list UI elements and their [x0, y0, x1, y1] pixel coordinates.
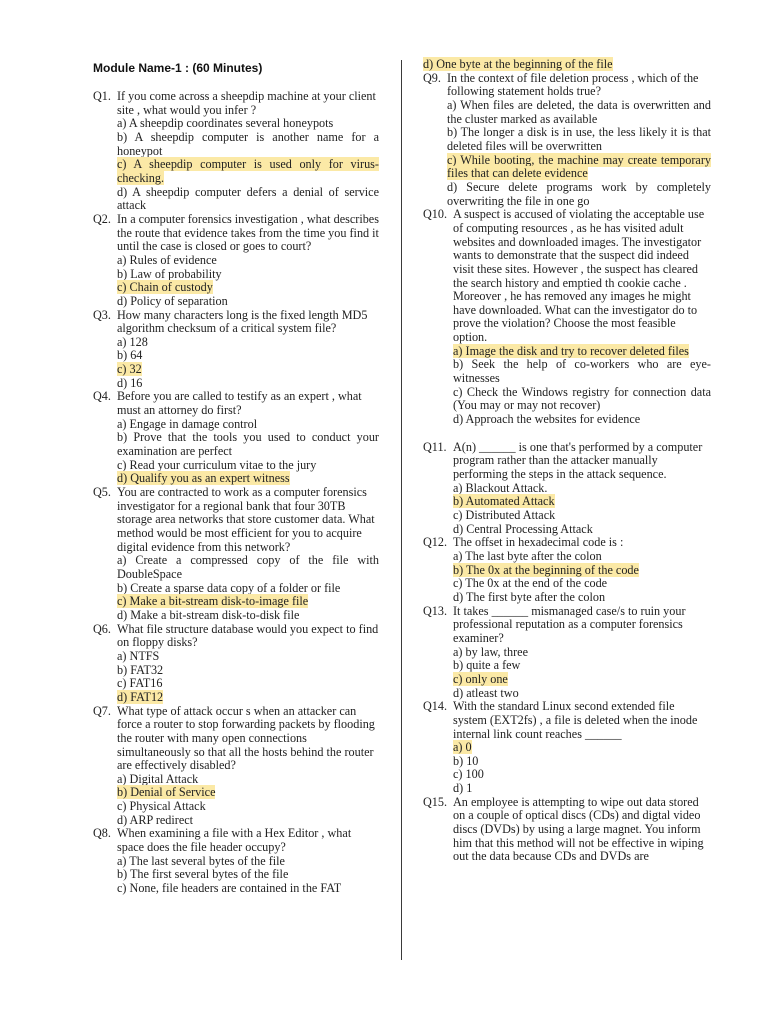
- right-column: [423, 58, 711, 864]
- question-q6: [93, 623, 379, 705]
- highlighted-answer: b) Automated Attack: [453, 494, 555, 509]
- question-text: When examining a file with a Hex Editor , what space does the file header occupy?: [117, 826, 352, 855]
- question-number: Q12.: [423, 535, 448, 550]
- question-text: A suspect is accused of violating the acceptable use of computing resources , as he has visited adult websites and downloaded images. The investigator wants to demonstrate that the suspect did indeed visit these sites. However , the suspect has cleared the search history and emptied th cookie cache . Moreover , he has removed any images he might have downloaded. What can the investigator do to prove the violation? Choose the most feasible option.: [453, 207, 705, 345]
- answer-option: [453, 782, 711, 796]
- option-text: d) atleast two: [453, 685, 519, 700]
- option-text: b) FAT32: [117, 662, 164, 677]
- option-text: a) Engage in damage control: [117, 416, 258, 431]
- option-text: c) Distributed Attack: [453, 508, 556, 522]
- question-q12: [423, 536, 711, 604]
- highlighted-answer: c) While booting, the machine may create temporary files that can delete evidence: [447, 152, 711, 181]
- answer-option: [117, 609, 379, 623]
- option-text: b) A sheepdip computer is another name for a honeypot: [117, 129, 379, 158]
- question-text: What type of attack occur s when an attacker can force a router to stop forwarding packets by flooding the router with many open connections simultaneously so that all the hosts behind the router are effectively disabled?: [117, 703, 375, 773]
- answer-option: [453, 345, 711, 359]
- question-q14: [423, 700, 711, 796]
- option-text: b) The longer a disk is in use, the less likely it is that deleted files will be overwritten: [447, 125, 711, 153]
- answer-option: [453, 564, 711, 578]
- question-q8: [93, 827, 379, 895]
- question-number: Q11.: [423, 439, 447, 454]
- question-q5: [93, 486, 379, 623]
- answer-option: [453, 523, 711, 537]
- answer-option: [453, 687, 711, 701]
- question-number: Q7.: [93, 703, 111, 718]
- option-text: d) Approach the websites for evidence: [453, 412, 641, 427]
- question-text: An employee is attempting to wipe out data stored on a couple of optical discs (CDs) and digtal video discs (DVDs) by using a large magnet. You inform him that this method will not be effective in wiping out the data because CDs and DVDs are: [453, 794, 704, 864]
- option-text: a) Blackout Attack.: [453, 480, 548, 495]
- option-text: b) quite a few: [453, 658, 521, 673]
- question-q9: [423, 72, 711, 209]
- left-question-list: [93, 90, 379, 896]
- answer-option: [453, 386, 711, 413]
- option-text: a) A sheepdip coordinates several honeypots: [117, 116, 334, 131]
- highlighted-answer: d) Qualify you as an expert witness: [117, 471, 290, 486]
- option-text: b) 10: [453, 753, 479, 768]
- option-text: c) 100: [453, 767, 484, 782]
- question-text: A(n) ______ is one that's performed by a computer program rather than the attacker manually performing the steps in the attack sequence.: [453, 439, 703, 482]
- question-text: In a computer forensics investigation , what describes the route that evidence takes from the time you find it until the case is closed or goes to court?: [117, 211, 379, 254]
- question-number: Q15.: [423, 794, 448, 809]
- answer-option: [453, 741, 711, 755]
- question-q1: [93, 90, 379, 213]
- option-text: a) 128: [117, 334, 148, 349]
- answer-option: [117, 814, 379, 828]
- answer-option: [117, 786, 379, 800]
- answer-option: [117, 117, 379, 131]
- option-text: a) NTFS: [117, 648, 160, 663]
- answer-option: [117, 186, 379, 213]
- question-q15: [423, 796, 711, 864]
- question-text: How many characters long is the fixed length MD5 algorithm checksum of a critical system file?: [117, 307, 368, 336]
- right-question-list: [423, 72, 711, 864]
- question-text: With the standard Linux second extended file system (EXT2fs) , a file is deleted when the inode internal link count reaches ______: [453, 699, 698, 741]
- column-divider: [401, 60, 402, 960]
- answer-option: [117, 295, 379, 309]
- answer-option: [117, 281, 379, 295]
- option-text: a) Digital Attack: [117, 771, 199, 786]
- answer-option: [453, 550, 711, 564]
- carryover-option: [423, 58, 711, 72]
- option-text: d) Policy of separation: [117, 293, 228, 308]
- answer-option: [117, 554, 379, 581]
- answer-option: [453, 755, 711, 769]
- answer-option: [453, 659, 711, 673]
- question-q10: [423, 208, 711, 427]
- option-text: a) Rules of evidence: [117, 252, 217, 267]
- option-text: c) The 0x at the end of the code: [453, 576, 608, 591]
- answer-option: [453, 413, 711, 427]
- answer-option: [117, 268, 379, 282]
- option-text: b) Seek the help of co-workers who are eye-witnesses: [453, 357, 711, 386]
- answer-option: [117, 363, 379, 377]
- answer-option: [117, 800, 379, 814]
- answer-option: [117, 650, 379, 664]
- option-text: c) Read your curriculum vitae to the jury: [117, 457, 317, 472]
- answer-option: [117, 431, 379, 458]
- question-text: Before you are called to testify as an expert , what must an attorney do first?: [117, 389, 362, 418]
- option-text: d) Central Processing Attack: [453, 521, 593, 536]
- question-q11: [423, 441, 711, 537]
- answer-option: [447, 154, 711, 181]
- answer-option: [117, 595, 379, 609]
- answer-option: [117, 131, 379, 158]
- question-text: It takes ______ mismanaged case/s to ruin your professional reputation as a computer forensics examiner?: [453, 603, 686, 645]
- option-text: a) When files are deleted, the data is overwritten and the cluster marked as available: [447, 97, 711, 126]
- left-column: [93, 58, 379, 896]
- question-number: Q1.: [93, 89, 111, 103]
- question-number: Q5.: [93, 485, 111, 500]
- question-number: Q4.: [93, 389, 111, 404]
- option-text: a) The last several bytes of the file: [117, 853, 285, 868]
- answer-option: [117, 582, 379, 596]
- option-text: a) The last byte after the colon: [453, 548, 602, 563]
- answer-option: [453, 495, 711, 509]
- question-q13: [423, 605, 711, 701]
- answer-option: [453, 673, 711, 687]
- question-q7: [93, 705, 379, 828]
- option-text: d) Secure delete programs work by completely overwriting the file in one go: [447, 179, 711, 208]
- option-text: c) None, file headers are contained in the FAT: [117, 881, 342, 896]
- question-number: Q2.: [93, 211, 111, 226]
- answer-option: [453, 482, 711, 496]
- answer-option: [453, 358, 711, 385]
- answer-option: [117, 254, 379, 268]
- question-number: Q3.: [93, 307, 111, 322]
- answer-option: [117, 472, 379, 486]
- question-text: If you come across a sheepdip machine at your client site , what would you infer ?: [117, 89, 376, 117]
- answer-option: [117, 459, 379, 473]
- answer-option: [453, 768, 711, 782]
- answer-option: [117, 677, 379, 691]
- answer-option: [117, 336, 379, 350]
- question-text: In the context of file deletion process , which of the following statement holds true?: [447, 70, 699, 99]
- option-text: d) 16: [117, 375, 143, 390]
- option-text: b) Prove that the tools you used to conduct your examination are perfect: [117, 430, 379, 459]
- question-q3: [93, 309, 379, 391]
- answer-option: [447, 181, 711, 208]
- question-number: Q13.: [423, 603, 448, 618]
- answer-option: [447, 126, 711, 153]
- answer-option: [117, 418, 379, 432]
- highlighted-answer: b) Denial of Service: [117, 785, 216, 800]
- highlighted-answer: c) Make a bit-stream disk-to-image file: [117, 594, 309, 609]
- question-number: Q14.: [423, 699, 448, 714]
- answer-option: [117, 882, 379, 896]
- option-text: a) Create a compressed copy of the file with DoubleSpace: [117, 553, 379, 581]
- option-text: d) A sheepdip computer defers a denial of service attack: [117, 184, 379, 213]
- answer-option: [117, 349, 379, 363]
- option-text: a) by law, three: [453, 644, 529, 659]
- option-text: d) Make a bit-stream disk-to-disk file: [117, 607, 300, 622]
- option-text: b) Create a sparse data copy of a folder or file: [117, 580, 341, 595]
- answer-option: [117, 691, 379, 705]
- highlighted-answer: d) FAT12: [117, 689, 164, 704]
- highlighted-answer: a) Image the disk and try to recover deleted files: [453, 343, 689, 358]
- answer-option: [453, 509, 711, 523]
- option-text: c) FAT16: [117, 676, 163, 691]
- question-number: Q9.: [423, 70, 441, 85]
- highlighted-answer: c) Chain of custody: [117, 280, 213, 295]
- answer-option: [117, 855, 379, 869]
- question-text: The offset in hexadecimal code is :: [453, 535, 624, 550]
- answer-option: [453, 577, 711, 591]
- answer-option: [117, 773, 379, 787]
- answer-option: [117, 377, 379, 391]
- answer-option: [447, 99, 711, 126]
- highlighted-answer: c) 32: [117, 362, 142, 377]
- option-text: d) The first byte after the colon: [453, 589, 606, 604]
- option-text: c) Physical Attack: [117, 799, 206, 814]
- question-q2: [93, 213, 379, 309]
- highlighted-answer: c) only one: [453, 671, 508, 686]
- answer-option: [117, 664, 379, 678]
- option-text: d) ARP redirect: [117, 812, 194, 827]
- question-text: You are contracted to work as a computer forensics investigator for a regional bank that four 30TB storage area networks that store customer data. What method would be most efficient for you to acquire digital evidence from this network?: [117, 485, 375, 554]
- answer-option: [453, 646, 711, 660]
- module-title: Module Name-1 : (60 Minutes): [93, 61, 263, 75]
- highlighted-answer: c) A sheepdip computer is used only for virus-checking.: [117, 157, 379, 185]
- highlighted-answer: b) The 0x at the beginning of the code: [453, 562, 639, 577]
- option-text: d) 1: [453, 781, 473, 796]
- question-q4: [93, 390, 379, 486]
- question-text: What file structure database would you expect to find on floppy disks?: [117, 621, 379, 650]
- option-text: b) 64: [117, 348, 143, 363]
- answer-option: [453, 591, 711, 605]
- question-number: Q8.: [93, 826, 111, 841]
- option-text: b) The first several bytes of the file: [117, 867, 289, 882]
- question-number: Q10.: [423, 207, 448, 222]
- option-text: d) One byte at the beginning of the file: [423, 57, 613, 71]
- question-number: Q6.: [93, 621, 111, 636]
- option-text: b) Law of probability: [117, 266, 222, 281]
- answer-option: [117, 158, 379, 185]
- answer-option: [117, 868, 379, 882]
- option-text: c) Check the Windows registry for connection data (You may or may not recover): [453, 384, 711, 413]
- highlighted-answer: a) 0: [453, 740, 472, 755]
